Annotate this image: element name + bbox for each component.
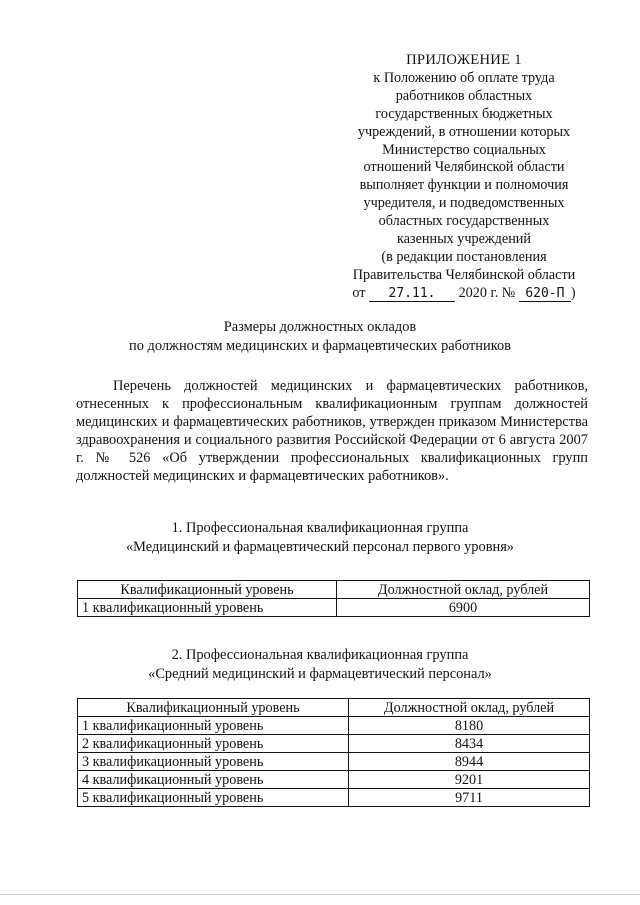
appendix-title: ПРИЛОЖЕНИЕ 1 [406, 52, 522, 68]
group-2-heading [60, 646, 580, 683]
table-row [78, 599, 590, 617]
scan-edge-divider [0, 894, 640, 895]
level-cell: 1 квалификационный уровень [78, 599, 337, 617]
table-header-row [78, 581, 590, 599]
table-row [78, 717, 590, 735]
group-1-subtitle: «Медицинский и фармацевтический персонал первого уровня» [125, 538, 515, 555]
column-header-level: Квалификационный уровень [78, 581, 337, 599]
salary-cell: 8180 [349, 717, 590, 735]
resolution-number: 620-П [519, 287, 571, 302]
column-header-salary: Должностной оклад, рублей [349, 699, 590, 717]
table-row [78, 753, 590, 771]
level-cell: 3 квалификационный уровень [78, 753, 349, 771]
group-1-title: 1. Профессиональная квалификационная группа [171, 520, 469, 536]
level-cell: 2 квалификационный уровень [78, 735, 349, 753]
salary-cell: 9201 [349, 771, 590, 789]
level-cell: 1 квалификационный уровень [78, 717, 349, 735]
table-row [78, 735, 590, 753]
title-line-2: по должностям медицинских и фармацевтических работников [129, 338, 511, 354]
closing-paren: ) [570, 284, 576, 301]
year-text: 2020 г. № [458, 284, 516, 301]
table-header-row [78, 699, 590, 717]
salary-cell: 6900 [337, 599, 590, 617]
page-title [60, 318, 580, 356]
appendix-line: областных государственных [378, 213, 550, 230]
table-row [78, 771, 590, 789]
resolution-date: 27.11. [369, 287, 455, 302]
group-1-table [77, 580, 590, 617]
appendix-line: Министерство социальных [382, 141, 546, 158]
appendix-line: выполняет функции и полномочия [359, 177, 569, 194]
appendix-line: (в редакции постановления [381, 248, 547, 265]
level-cell: 5 квалификационный уровень [78, 789, 349, 807]
appendix-line: учреждений, в отношении которых [357, 123, 571, 140]
date-prefix: от [352, 284, 366, 301]
appendix-line: учредителя, и подведомственных [363, 195, 565, 212]
appendix-line: государственных бюджетных [375, 105, 553, 122]
resolution-date-line [330, 285, 598, 303]
title-line-1: Размеры должностных окладов [223, 319, 417, 335]
group-1-heading [60, 519, 580, 556]
appendix-line: к Положению об оплате труда [373, 69, 555, 86]
salary-cell: 9711 [349, 789, 590, 807]
column-header-level: Квалификационный уровень [78, 699, 349, 717]
level-cell: 4 квалификационный уровень [78, 771, 349, 789]
appendix-line: Правительства Челябинской области [352, 266, 576, 283]
salary-cell: 8944 [349, 753, 590, 771]
column-header-salary: Должностной оклад, рублей [337, 581, 590, 599]
appendix-line: отношений Челябинской области [363, 159, 565, 176]
intro-paragraph: Перечень должностей медицинских и фармацевтических работников, отнесенных к профессиональным квалификационным группам должностей медицинских и фармацевтических работников, утвержден приказом Министерства здравоохранения и социального развития Российской Федерации от 6 августа 2007 г. № 526 «Об утверждении профессиональных квалификационных групп должностей медицинских и фармацевтических работников». [76, 378, 588, 484]
group-2-subtitle: «Средний медицинский и фармацевтический персонал» [148, 665, 492, 682]
table-row [78, 789, 590, 807]
appendix-line: казенных учреждений [397, 231, 531, 248]
group-2-title: 2. Профессиональная квалификационная группа [171, 647, 469, 663]
salary-cell: 8434 [349, 735, 590, 753]
group-2-table [77, 698, 590, 807]
appendix-line: работников областных [395, 87, 533, 104]
appendix-block [330, 52, 598, 303]
